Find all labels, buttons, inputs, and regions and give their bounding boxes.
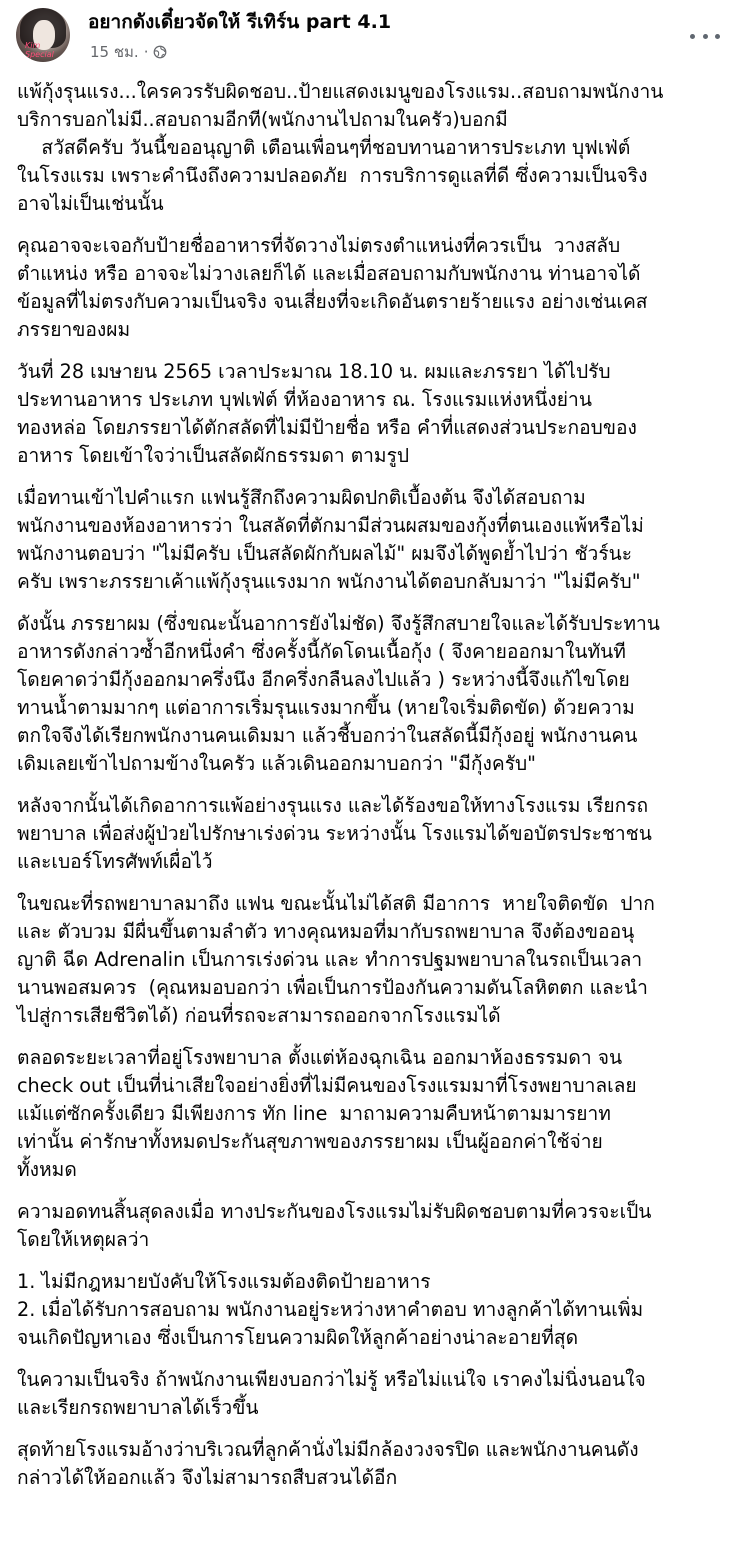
post-body	[17, 78, 725, 1506]
post-meta	[90, 42, 167, 62]
post-header	[0, 0, 738, 70]
post-paragraph: ดังนั้น ภรรยาผม (ซึ่งขณะนั้นอาการยังไม่ชัด) จึงรู้สึกสบายใจและได้รับประทาน อาหารดังกล่าวซ้ำอีกหนึ่งคำ ซึ่งครั้งนี้กัดโดนเนื้อกุ้ง ( จึงคายออกมาในทันที โดยคาดว่ามีกุ้งออกมาครึ่งนึง อีกครึ่งกลืนลงไปแล้ว ) ระหว่างนี้จึงแก้ไขโดย ทานน้ำตามมากๆ แต่อาการเริ่มรุนแรงมากขึ้น (หายใจเริ่มติดขัด) ด้วยความ ตกใจจึงได้เรียกพนักงานคนเดิมมา แล้วชี้บอกว่าในสลัดนี้มีกุ้งอยู่ พนักงานคน เดิมเลยเข้าไปถามข้างในครัว แล้วเดินออกมาบอกว่า "มีกุ้งครับ"	[17, 612, 660, 775]
post-paragraph: 1. ไม่มีกฎหมายบังคับให้โรงแรมต้องติดป้ายอาหาร 2. เมื่อได้รับการสอบถาม พนักงานอยู่ระหว่างหาคำตอบ ทางลูกค้าได้ทานเพิ่ม จนเกิดปัญหาเอง ซึ่งเป็นการโยนความผิดให้ลูกค้าอย่างน่าละอายที่สุด	[17, 1270, 644, 1349]
post-paragraph: ตลอดระยะเวลาที่อยู่โรงพยาบาล ตั้งแต่ห้องฉุกเฉิน ออกมาห้องธรรมดา จน check out เป็นที่น่าเสียใจอย่างยิ่งที่ไม่มีคนของโรงแรมมาที่โรงพยาบาลเลย แม้แต่ซักครั้งเดียว มีเพียงการ ทัก line มาถามความคืบหน้าตามมารยาท เท่านั้น ค่ารักษาทั้งหมดประกันสุขภาพของภรรยาผม เป็นผู้ออกค่าใช้จ่าย ทั้งหมด	[17, 1046, 637, 1181]
post-paragraph: ในขณะที่รถพยาบาลมาถึง แฟน ขณะนั้นไม่ได้สติ มีอาการ หายใจติดขัด ปาก และ ตัวบวม มีผื่นขึ้นตามลำตัว ทางคุณหมอที่มากับรถพยาบาล จึงต้องขออนุ ญาติ ฉีด Adrenalin เป็นการเร่งด่วน และ ทำการปฐมพยาบาลในรถเป็นเวลา นานพอสมควร (คุณหมอบอกว่า เพื่อเป็นการป้องกันความดันโลหิตตก และนำ ไปสู่การเสียชีวิตได้) ก่อนที่รถจะสามารถออกจากโรงแรมได้	[17, 892, 655, 1027]
timestamp[interactable]: 15 ชม.	[90, 43, 139, 61]
post-paragraph: ความอดทนสิ้นสุดลงเมื่อ ทางประกันของโรงแรมไม่รับผิดชอบตามที่ควรจะเป็น โดยให้เหตุผลว่า	[17, 1200, 652, 1251]
meta-separator: ·	[143, 43, 149, 61]
more-options-icon[interactable]	[690, 24, 720, 48]
avatar-label: Kim Special	[25, 41, 54, 59]
post-paragraph: เมื่อทานเข้าไปคำแรก แฟนรู้สึกถึงความผิดปกติเบื้องต้น จึงได้สอบถาม พนักงานของห้องอาหารว่า ในสลัดที่ตักมามีส่วนผสมของกุ้งที่ตนเองแพ้หรือไม่ พนักงานตอบว่า "ไม่มีครับ เป็นสลัดผักกับผลไม้" ผมจึงได้พูดย้ำไปว่า ชัวร์นะ ครับ เพราะภรรยาเค้าแพ้กุ้งรุนแรงมาก พนักงานได้ตอบกลับมาว่า "ไม่มีครับ"	[17, 486, 644, 593]
post-paragraph: แพ้กุ้งรุนแรง...ใครควรรับผิดชอบ..ป้ายแสดงเมนูของโรงแรม..สอบถามพนักงาน บริการบอกไม่มี..สอบถามอีกที(พนักงานไปถามในครัว)บอกมี สวัสดีครับ วันนี้ขออนุญาติ เตือนเพื่อนๆที่ชอบทานอาหารประเภท บุฟเฟ่ต์ ในโรงแรม เพราะคำนึงถึงความปลอดภัย การบริการดูแลที่ดี ซึ่งความเป็นจริง อาจไม่เป็นเช่นนั้น	[17, 80, 664, 215]
avatar[interactable]	[16, 8, 70, 62]
globe-icon[interactable]	[153, 45, 167, 59]
author-name[interactable]: อยากดังเดี๋ยวจัดให้ รีเทิร์น part 4.1	[88, 11, 392, 33]
post-paragraph: ในความเป็นจริง ถ้าพนักงานเพียงบอกว่าไม่รู้ หรือไม่แน่ใจ เราคงไม่นิ่งนอนใจ และเรียกรถพยาบาลได้เร็วขึ้น	[17, 1368, 646, 1419]
post-paragraph: วันที่ 28 เมษายน 2565 เวลาประมาณ 18.10 น. ผมและภรรยา ได้ไปรับ ประทานอาหาร ประเภท บุฟเฟ่ต์ ที่ห้องอาหาร ณ. โรงแรมแห่งหนึ่งย่าน ทองหล่อ โดยภรรยาได้ตักสลัดที่ไม่มีป้ายชื่อ หรือ คำที่แสดงส่วนประกอบของ อาหาร โดยเข้าใจว่าเป็นสลัดผักธรรมดา ตามรูป	[17, 360, 637, 467]
post-paragraph: หลังจากนั้นได้เกิดอาการแพ้อย่างรุนแรง และได้ร้องขอให้ทางโรงแรม เรียกรถ พยาบาล เพื่อส่งผู้ป่วยไปรักษาเร่งด่วน ระหว่างนั้น โรงแรมได้ขอบัตรประชาชน และเบอร์โทรศัพท์เผื่อไว้	[17, 794, 652, 873]
post-paragraph: คุณอาจจะเจอกับป้ายชื่ออาหารที่จัดวางไม่ตรงตำแหน่งที่ควรเป็น วางสลับ ตำแหน่ง หรือ อาจจะไม่วางเลยก็ได้ และเมื่อสอบถามกับพนักงาน ท่านอาจได้ ข้อมูลที่ไม่ตรงกับความเป็นจริง จนเสี่ยงที่จะเกิดอันตรายร้ายแรง อย่างเช่นเคส ภรรยาของผม	[17, 234, 648, 341]
post-paragraph: สุดท้ายโรงแรมอ้างว่าบริเวณที่ลูกค้านั่งไม่มีกล้องวงจรปิด และพนักงานคนดัง กล่าวได้ให้ออกแล้ว จึงไม่สามารถสืบสวนได้อีก	[17, 1438, 639, 1489]
